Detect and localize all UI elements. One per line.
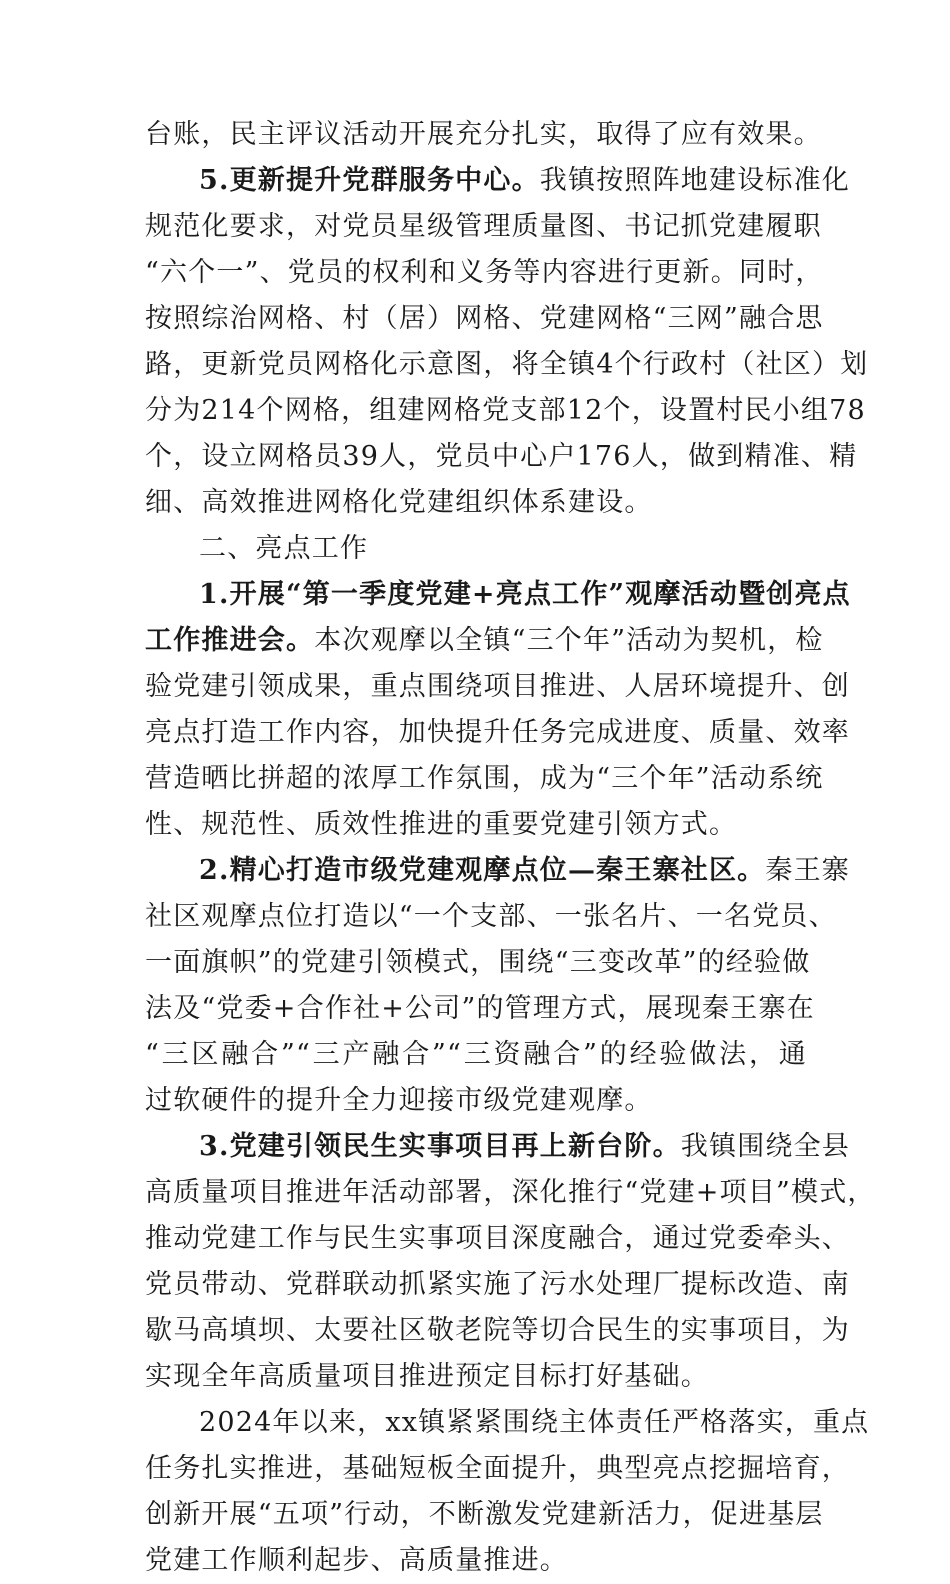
text-line xyxy=(145,1400,870,1446)
text-line xyxy=(145,1354,807,1400)
text-line xyxy=(145,1170,876,1216)
bold-heading-text: 工作推进会。 xyxy=(145,625,315,656)
text-line xyxy=(145,112,822,158)
text-line xyxy=(145,940,811,986)
text-line xyxy=(145,342,869,388)
text-line xyxy=(145,618,824,664)
text-line xyxy=(145,664,850,710)
body-text: 任务扎实推进，基础短板全面提升，典型亮点挖掘培育， xyxy=(145,1453,850,1484)
body-text: 个，设立网格员39人，党员中心户176人，做到精准、精 xyxy=(145,441,858,472)
text-line xyxy=(145,1032,807,1078)
body-text: 实现全年高质量项目推进预定目标打好基础。 xyxy=(145,1361,709,1392)
body-text: 营造晒比拼超的浓厚工作氛围，成为“三个年”活动系统 xyxy=(145,763,824,794)
text-line xyxy=(145,986,815,1032)
bold-heading-text: 1.开展“第一季度党建+亮点工作”观摩活动暨创亮点 xyxy=(199,579,851,610)
body-text: 验党建引领成果，重点围绕项目推进、人居环境提升、创 xyxy=(145,671,850,702)
body-text: 党员带动、党群联动抓紧实施了污水处理厂提标改造、南 xyxy=(145,1269,850,1300)
document-body xyxy=(145,112,876,1584)
bold-heading-text: 3.党建引领民生实事项目再上新台阶。 xyxy=(199,1131,681,1162)
body-text: 过软硬件的提升全力迎接市级党建观摩。 xyxy=(145,1085,653,1116)
text-line xyxy=(145,480,807,526)
body-text: 歇马高填坝、太要社区敬老院等切合民生的实事项目，为 xyxy=(145,1315,850,1346)
bold-heading-text: 5.更新提升党群服务中心。 xyxy=(199,165,540,196)
body-text: 分为214个网格，组建网格党支部12个，设置村民小组78 xyxy=(145,395,866,426)
text-line xyxy=(145,158,850,204)
body-text: 秦王寨 xyxy=(765,855,850,886)
body-text: 路，更新党员网格化示意图，将全镇4个行政村（社区）划 xyxy=(145,349,869,380)
body-text: 法及“党委+合作社+公司”的管理方式，展现秦王寨在 xyxy=(145,993,815,1024)
text-line xyxy=(145,388,866,434)
body-text: 按照综治网格、村（居）网格、党建网格“三网”融合思 xyxy=(145,303,824,334)
body-text: 我镇按照阵地建设标准化 xyxy=(539,165,850,196)
body-text: 一面旗帜”的党建引领模式，围绕“三变改革”的经验做 xyxy=(145,947,811,978)
body-text: 社区观摩点位打造以“一个支部、一张名片、一名党员、 xyxy=(145,901,837,932)
body-text: 2024年以来，xx镇紧紧围绕主体责任严格落实，重点 xyxy=(199,1407,870,1438)
text-line xyxy=(145,296,824,342)
body-text: 党建工作顺利起步、高质量推进。 xyxy=(145,1545,568,1576)
text-line xyxy=(145,572,851,618)
text-line xyxy=(145,250,824,296)
body-text: 创新开展“五项”行动，不断激发党建新活力，促进基层 xyxy=(145,1499,824,1530)
body-text: 本次观摩以全镇“三个年”活动为契机，检 xyxy=(314,625,824,656)
body-text: 亮点打造工作内容，加快提升任务完成进度、质量、效率 xyxy=(145,717,850,748)
body-text: 规范化要求，对党员星级管理质量图、书记抓党建履职 xyxy=(145,211,822,242)
body-text: 推动党建工作与民生实事项目深度融合，通过党委牵头、 xyxy=(145,1223,850,1254)
body-text: 性、规范性、质效性推进的重要党建引领方式。 xyxy=(145,809,738,840)
body-text: 台账，民主评议活动开展充分扎实，取得了应有效果。 xyxy=(145,119,822,150)
text-line xyxy=(145,756,824,802)
text-line xyxy=(145,1262,850,1308)
bold-heading-text: 2.精心打造市级党建观摩点位—秦王寨社区。 xyxy=(199,855,766,886)
text-line xyxy=(145,1446,850,1492)
body-text: “六个一”、党员的权利和义务等内容进行更新。同时， xyxy=(145,257,824,288)
text-line xyxy=(145,1492,824,1538)
text-line xyxy=(145,1078,807,1124)
body-text: 高质量项目推进年活动部署，深化推行“党建+项目”模式， xyxy=(145,1177,876,1208)
body-text: 细、高效推进网格化党建组织体系建设。 xyxy=(145,487,653,518)
text-line xyxy=(145,1124,850,1170)
text-line xyxy=(145,1308,850,1354)
text-line xyxy=(145,434,858,480)
body-text: “三区融合”“三产融合”“三资融合”的经验做法，通 xyxy=(145,1039,807,1070)
text-line xyxy=(145,1538,807,1584)
body-text: 我镇围绕全县 xyxy=(680,1131,850,1162)
text-line xyxy=(145,848,850,894)
text-line xyxy=(145,1216,850,1262)
text-line xyxy=(145,710,850,756)
text-line xyxy=(145,204,822,250)
body-text: 二、亮点工作 xyxy=(199,533,369,564)
text-line xyxy=(145,894,837,940)
text-line xyxy=(145,802,807,848)
text-line xyxy=(145,526,807,572)
